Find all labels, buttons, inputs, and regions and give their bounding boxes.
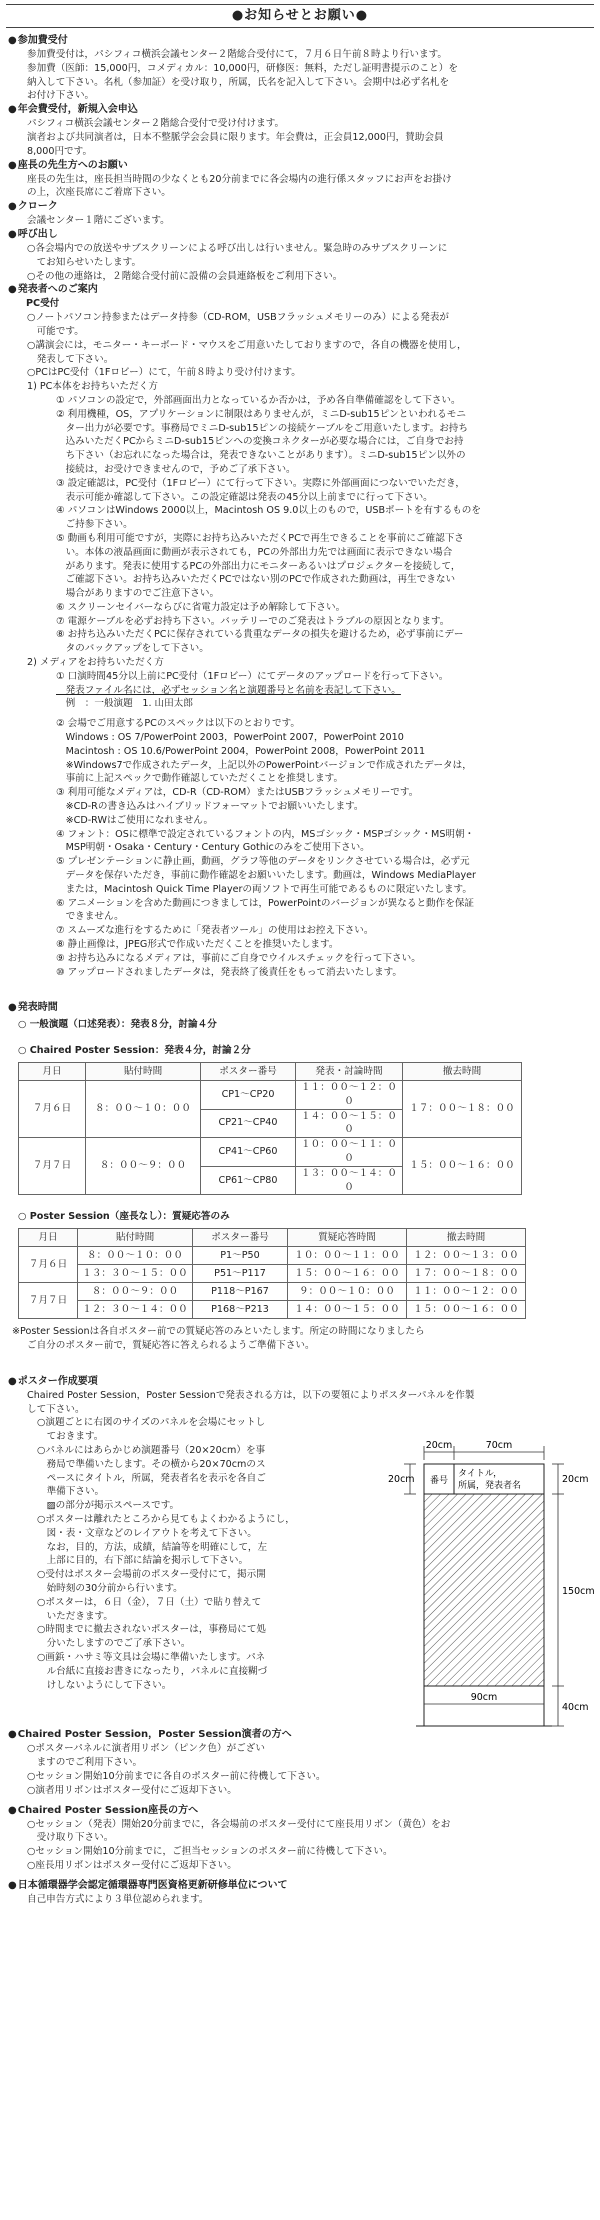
- numbered-item: ⑧ お持ち込みいただくPCに保存されている貴重なデータの損失を避けるため，必ず事前にデー: [56, 629, 464, 641]
- column-header: ポスター番号: [193, 1229, 288, 1247]
- presenter-notice-section: [8, 1728, 592, 1797]
- list-item: てお知らせいたします。: [27, 256, 142, 268]
- numbered-item: ② 会場でご用意するPCのスペックは以下のとおりです。: [56, 718, 301, 730]
- list-item: 図・表・文章などのレイアウトを考えて下さい。: [37, 1527, 257, 1539]
- numbered-item: ご持参下さい。: [56, 519, 133, 531]
- numbered-item: ④ パソコンはWindows 2000以上，Macintosh OS 9.0以上のもので，USBポートを有するものを: [56, 505, 481, 517]
- column-header: 質疑応答時間: [288, 1229, 407, 1247]
- numbered-item: タのバックアップをして下さい。: [56, 643, 209, 655]
- table-row: [19, 1301, 526, 1319]
- date-cell: ７月６日: [19, 1247, 78, 1283]
- poster-note: ※Poster Sessionは各自ポスター前での質疑応答のみといたします。所定の時間になりましたら: [12, 1326, 425, 1338]
- affiliation-label: 所属，発表者名: [458, 1481, 522, 1492]
- numbered-item: Windows : OS 7/PowerPoint 2003，PowerPoint 2007，PowerPoint 2010: [56, 732, 404, 744]
- post-time-cell: ８：００～９：００: [78, 1283, 193, 1301]
- talk-time-cell: １４：００～１５：００: [296, 1109, 403, 1138]
- list-item: なお，目的，方法，成績，結論等を明確にして，左: [37, 1541, 268, 1553]
- numbered-item: ② 利用機種，OS，アプリケーションに制限はありませんが，ミニD-sub15ピンといわれるモニ: [56, 408, 466, 420]
- table-row: [19, 1283, 526, 1301]
- chairs-section: [8, 159, 592, 201]
- numbered-item: ⑧ 静止画像は，JPEG形式で作成いただくことを推奨いたします。: [56, 939, 339, 951]
- title-label: タイトル，: [458, 1469, 503, 1480]
- list-item: ▨の部分が掲示スペースです。: [37, 1500, 180, 1512]
- number-label: 番号: [429, 1476, 449, 1487]
- numbered-item: ⑤ プレゼンテーションに静止画，動画，グラフ等他のデータをリンクさせている場合は，必ず元: [56, 856, 470, 868]
- talk-time-cell: １１：００～１２：００: [296, 1081, 403, 1110]
- call-section: [8, 228, 592, 283]
- list-item: ておきます。: [37, 1431, 104, 1443]
- paragraph-line: 自己申告方式により３単位認められます。: [27, 1893, 209, 1905]
- column-header: 貼付時間: [86, 1063, 201, 1081]
- talk-time-cell: １０：００～１１：００: [296, 1138, 403, 1167]
- poster-number-cell: CP21～CP40: [201, 1109, 296, 1138]
- qa-time-cell: １５：００～１６：００: [288, 1265, 407, 1283]
- numbered-item: ⑨ お持ち込みになるメディアは，事前にご自身でウイルスチェックを行って下さい。: [56, 952, 421, 964]
- times-section: [8, 1001, 592, 1352]
- numbered-item: 接続は，お受けできませんので，予めご了承下さい。: [56, 463, 296, 475]
- section-heading: ● 呼び出し: [8, 228, 592, 242]
- post-time-cell: ８：００～１０：００: [78, 1247, 193, 1265]
- numbered-item: ① 口演時間45分以上前にPC受付（1Fロビー）にてデータのアップロードを行って下さい。: [56, 670, 449, 682]
- list-item: 可能です。: [27, 325, 84, 337]
- registration-section: [8, 34, 592, 103]
- list-item: ○演者用リボンはポスター受付にご返却下さい。: [27, 1784, 237, 1796]
- numbered-item: ④ フォント：OSに標準で設定されているフォントの内，MSゴシック・MSPゴシック・MS明朝・: [56, 828, 475, 840]
- list-item: ますのでご利用下さい。: [27, 1757, 143, 1769]
- numbered-item: MSP明朝・Osaka・Century・Century Gothicのみをご使用下さい。: [56, 842, 370, 854]
- dim-90-width: 90cm: [470, 1692, 498, 1704]
- presenters-section: [8, 283, 592, 979]
- list-item: ○パネルにはあらかじめ演題番号（20×20cm）を事: [37, 1444, 266, 1456]
- list-item: ○ポスターは離れたところから見てもよくわかるようにし，: [37, 1513, 295, 1525]
- poster-number-cell: CP41～CP60: [201, 1138, 296, 1167]
- poster-panel-diagram: [386, 1438, 596, 1728]
- page-title: ●お知らせとお願い●: [6, 4, 594, 28]
- talk-time-cell: １３：００～１４：００: [296, 1166, 403, 1195]
- remove-time-cell: １７：００～１８：００: [403, 1081, 522, 1138]
- paragraph-line: して下さい。: [27, 1403, 85, 1415]
- section-heading: ● クローク: [8, 200, 592, 214]
- column-header: 発表・討論時間: [296, 1063, 403, 1081]
- section-heading: ● Chaired Poster Session，Poster Session演者の方へ: [8, 1728, 592, 1742]
- numbered-item: ター出力が必要です。事務局でミニD-sub15ピンの接続ケーブルをご用意いたします。お持ち: [56, 422, 468, 434]
- column-header: 撤去時間: [407, 1229, 526, 1247]
- list-item: ○各会場内での放送やサブスクリーンによる呼び出しは行いません。緊急時のみサブスクリーンに: [27, 242, 448, 254]
- numbered-item: ⑤ 動画も利用可能ですが，実際にお持ち込みいただくPCで再生できることを事前にご確認下さ: [56, 532, 464, 544]
- poster-number-cell: P168～P213: [193, 1301, 288, 1319]
- list-item: ○セッション開始10分前までに，ご担当セッションのポスター前に待機して下さい。: [27, 1846, 393, 1858]
- list-item: ○講演会には，モニター・キーボード・マウスをご用意いたしておりますので，各自の機器を使用し，: [27, 339, 467, 351]
- section-heading: ● ポスター作成要項: [8, 1375, 592, 1389]
- subsection-heading: 2) メディアをお持ちいただく方: [27, 657, 164, 669]
- table-row: [19, 1138, 522, 1167]
- numbered-item: 込みいただくPCからミニD-sub15ピンへの変換コネクターが必要な場合には，ご自身でお持: [56, 436, 464, 448]
- qa-time-cell: ９：００～１０：００: [288, 1283, 407, 1301]
- paragraph-line: 参加費（医師：15,000円，コメディカル：10,000円，研修医：無料，ただし証明書提示のこと）を: [27, 62, 458, 74]
- list-item: ル台紙に直接お書きになったり，パネルに直接糊づ: [37, 1665, 268, 1677]
- list-item: 上部に目的，右下部に結論を掲示して下さい。: [37, 1555, 249, 1567]
- list-item: ○受付はポスター会場前のポスター受付にて，掲示開: [37, 1569, 266, 1581]
- date-cell: ７月７日: [19, 1138, 86, 1195]
- section-heading: ● 発表時間: [8, 1001, 592, 1015]
- column-header: 貼付時間: [78, 1229, 193, 1247]
- credits-section: [8, 1879, 592, 1907]
- list-item: ペースにタイトル，所属，発表者名を表示を各自ご: [37, 1472, 266, 1484]
- poster-schedule-table: [18, 1228, 526, 1319]
- general-session-time: ○ 一般演題（口述発表）：発表８分，討論４分: [18, 1019, 217, 1031]
- paragraph-line: 会議センター１階にございます。: [27, 215, 170, 227]
- numbered-item: ⑩ アップロードされましたデータは，発表終了後責任をもって消去いたします。: [56, 966, 402, 978]
- list-item: 務局で準備いたします。その横から20×70cmのス: [37, 1458, 266, 1470]
- remove-time-cell: １５：００～１６：００: [407, 1301, 526, 1319]
- numbered-item: ち下さい（お忘れになった場合は，発表できないことがあります）。ミニD-sub15ピン以外の: [56, 450, 466, 462]
- paragraph-line: パシフィコ横浜会議センター２階総合受付で受け付けます。: [27, 118, 285, 130]
- dim-20-height-left: 20cm: [388, 1474, 415, 1486]
- chaired-session-title: ○ Chaired Poster Session：発表４分，討論２分: [18, 1045, 251, 1057]
- list-item: ○ポスターは，６日（金），７日（土）で貼り替えて: [37, 1596, 262, 1608]
- numbered-item: ※CD-Rの書き込みはハイブリッドフォーマットでお願いいたします。: [56, 801, 364, 813]
- remove-time-cell: １２：００～１３：００: [407, 1247, 526, 1265]
- numbered-item: ⑥ アニメーションを含めた動画につきましては，PowerPointのバージョンが異なると動作を保証: [56, 897, 475, 909]
- poster-number-cell: P51～P117: [193, 1265, 288, 1283]
- subsection-heading: PC受付: [26, 298, 60, 310]
- date-cell: ７月７日: [19, 1283, 78, 1319]
- list-item: ○セッション（発表）開始20分前までに，各会場前のポスター受付にて座長用リボン（黄色）をお: [27, 1818, 451, 1830]
- post-time-cell: １３：３０～１５：００: [78, 1265, 193, 1283]
- column-header: 月日: [19, 1229, 78, 1247]
- section-heading: ● Chaired Poster Session座長の方へ: [8, 1804, 592, 1818]
- numbered-item: 事前に上記スペックで動作確認していただくことを推奨します。: [56, 773, 344, 785]
- dim-40-height: 40cm: [562, 1702, 589, 1714]
- poster-number-cell: P1～P50: [193, 1247, 288, 1265]
- poster-note: ご自分のポスター前で，質疑応答に答えられるようご準備下さい。: [27, 1339, 315, 1351]
- paragraph-line: 参加費受付は，パシフィコ横浜会議センター２階総合受付にて，７月６日午前８時より行います。: [27, 49, 448, 60]
- table-row: [19, 1265, 526, 1283]
- numbered-item: ③ 設定確認は，PC受付（1Fロビー）にて行って下さい。実際に外部画面につないでいただき，: [56, 477, 465, 489]
- section-heading: ● 参加費受付: [8, 34, 592, 48]
- numbered-item: ① パソコンの設定で，外部画面出力となっているか否かは，予め各自準備確認をして下さい。: [56, 394, 461, 406]
- post-time-cell: ８：００～９：００: [86, 1138, 201, 1195]
- poster-rules: [18, 1416, 388, 1692]
- numbered-item: データを保存いただき，事前に動作確認をお願いいたします。動画は，Windows MediaPlayer: [56, 870, 476, 882]
- filename-rule: 発表ファイル名には，必ずセッション名と演題番号と名前を表記して下さい。: [56, 684, 401, 696]
- dim-150-height: 150cm: [562, 1586, 595, 1598]
- list-item: ○ポスターパネルに演者用リボン（ピンク色）がござい: [27, 1743, 265, 1755]
- example-line: 例 ：一般演題 1. 山田太郎: [56, 698, 193, 710]
- numbered-item: ※Windows7で作成されたデータ，上記以外のPowerPointバージョンで作成されたデータは，: [56, 759, 472, 771]
- chair-notice-section: [8, 1804, 592, 1873]
- column-header: 月日: [19, 1063, 86, 1081]
- list-item: ○座長用リボンはポスター受付にご返却下さい。: [27, 1859, 237, 1871]
- numbered-item: 表示可能か確認して下さい。この設定確認は発表の45分以上前までに行って下さい。: [56, 491, 433, 503]
- list-item: ○PCはPC受付（1Fロビー）にて，午前８時より受け付けます。: [27, 367, 301, 379]
- numbered-item: ※CD-RWはご使用になれません。: [56, 814, 214, 826]
- list-item: 発表して下さい。: [27, 353, 114, 365]
- numbered-item: できません。: [56, 911, 124, 923]
- poster-number-cell: P118～P167: [193, 1283, 288, 1301]
- remove-time-cell: １１：００～１２：００: [407, 1283, 526, 1301]
- list-item: 始時刻の30分前から行います。: [37, 1582, 183, 1594]
- section-heading: ● 年会費受付，新規入会申込: [8, 103, 592, 117]
- section-heading: ● 日本循環器学会認定循環器専門医資格更新研修単位について: [8, 1879, 592, 1893]
- subsection-heading: 1) PC本体をお持ちいただく方: [27, 381, 158, 393]
- list-item: ○時間までに撤去されないポスターは，事務局にて処: [37, 1624, 267, 1636]
- remove-time-cell: １７：００～１８：００: [407, 1265, 526, 1283]
- section-heading: ● 発表者へのご案内: [8, 283, 592, 297]
- qa-time-cell: １０：００～１１：００: [288, 1247, 407, 1265]
- numbered-item: Macintosh : OS 10.6/PowerPoint 2004，PowerPoint 2008，PowerPoint 2011: [56, 745, 426, 757]
- table-row: [19, 1081, 522, 1110]
- chaired-schedule-table: [18, 1062, 522, 1195]
- poster-prep-section: [8, 1375, 595, 1729]
- poster-session-title: ○ Poster Session（座長なし）：質疑応答のみ: [18, 1211, 230, 1223]
- paragraph-line: の上，次座長席にご着席下さい。: [27, 187, 171, 199]
- paragraph-line: 8,000円です。: [27, 145, 93, 157]
- numbered-item: 場合がありますのでご注意下さい。: [56, 588, 220, 600]
- numbered-item: ⑦ スムーズな進行をするために「発表者ツール」の使用はお控え下さい。: [56, 925, 374, 937]
- numbered-item: があります。発表に使用するPCの外部出力にモニターあるいはプロジェクターを接続して，: [56, 560, 461, 572]
- poster-number-cell: CP61～CP80: [201, 1166, 296, 1195]
- dim-20-width: 20cm: [425, 1440, 453, 1452]
- dim-20-height-right: 20cm: [562, 1474, 589, 1486]
- list-item: ○画鋲・ハサミ等文具は会場に準備いたします。パネ: [37, 1651, 266, 1663]
- paragraph-line: 演者および共同演者は，日本不整脈学会会員に限ります。年会費は，正会員12,000円，賛助会員: [27, 131, 444, 143]
- post-time-cell: １２：３０～１４：００: [78, 1301, 193, 1319]
- list-item: 受け取り下さい。: [27, 1832, 114, 1844]
- numbered-item: い。本体の液晶画面に動画が表示されても，PCの外部出力先では画面に表示できない場合: [56, 546, 453, 558]
- list-item: いただきます。: [37, 1610, 113, 1622]
- list-item: 分いたしますのでご了承下さい。: [37, 1638, 191, 1650]
- annual-fee-section: [8, 103, 592, 158]
- numbered-item: ご確認下さい。お持ち込みいただくPCではない別のPCで作成された動画は，再生できない: [56, 574, 456, 586]
- list-item: ○その他の連絡は，２階総合受付前に設備の会員連絡板をご利用下さい。: [27, 270, 343, 282]
- list-item: ○演題ごとに右図のサイズのパネルを会場にセットし: [37, 1417, 266, 1429]
- numbered-item: ③ 利用可能なメディアは，CD-R（CD-ROM）またはUSBフラッシュメモリーです。: [56, 787, 419, 799]
- list-item: けしないようにして下さい。: [37, 1679, 172, 1691]
- column-header: 撤去時間: [403, 1063, 522, 1081]
- numbered-item: ⑦ 電源ケーブルを必ずお持ち下さい。バッテリーでのご発表はトラブルの原因となります。: [56, 615, 450, 627]
- column-header: ポスター番号: [201, 1063, 296, 1081]
- paragraph-line: お付け下さい。: [27, 90, 95, 102]
- paragraph-line: Chaired Poster Session，Poster Sessionで発表される方は，以下の要領によりポスターパネルを作製: [27, 1389, 475, 1401]
- date-cell: ７月６日: [19, 1081, 86, 1138]
- list-item: ○ノートパソコン持参またはデータ持参（CD-ROM，USBフラッシュメモリーのみ）による発表が: [27, 312, 450, 324]
- table-row: [19, 1247, 526, 1265]
- paragraph-line: 納入して下さい。名札（参加証）を受け取り，所属，氏名を記入して下さい。会期中は必ず名札を: [27, 76, 450, 88]
- remove-time-cell: １５：００～１６：００: [403, 1138, 522, 1195]
- section-heading: ● 座長の先生方へのお願い: [8, 159, 592, 173]
- numbered-item: ⑥ スクリーンセイバーならびに省電力設定は予め解除して下さい。: [56, 601, 346, 613]
- poster-number-cell: CP1～CP20: [201, 1081, 296, 1110]
- cloak-section: [8, 200, 592, 228]
- numbered-item: または，Macintosh Quick Time Playerの両ソフトで再生可能であるものに限定いたします。: [56, 883, 472, 895]
- post-time-cell: ８：００～１０：００: [86, 1081, 201, 1138]
- list-item: 準備下さい。: [37, 1486, 105, 1498]
- paragraph-line: 座長の先生は，座長担当時間の少なくとも20分前までに各会場内の進行係スタッフにお声をお掛け: [27, 173, 452, 185]
- qa-time-cell: １４：００～１５：００: [288, 1301, 407, 1319]
- poster-prep-body: [8, 1416, 595, 1728]
- list-item: ○セッション開始10分前までに各自のポスター前に待機して下さい。: [27, 1770, 326, 1782]
- dim-70-width: 70cm: [485, 1440, 513, 1452]
